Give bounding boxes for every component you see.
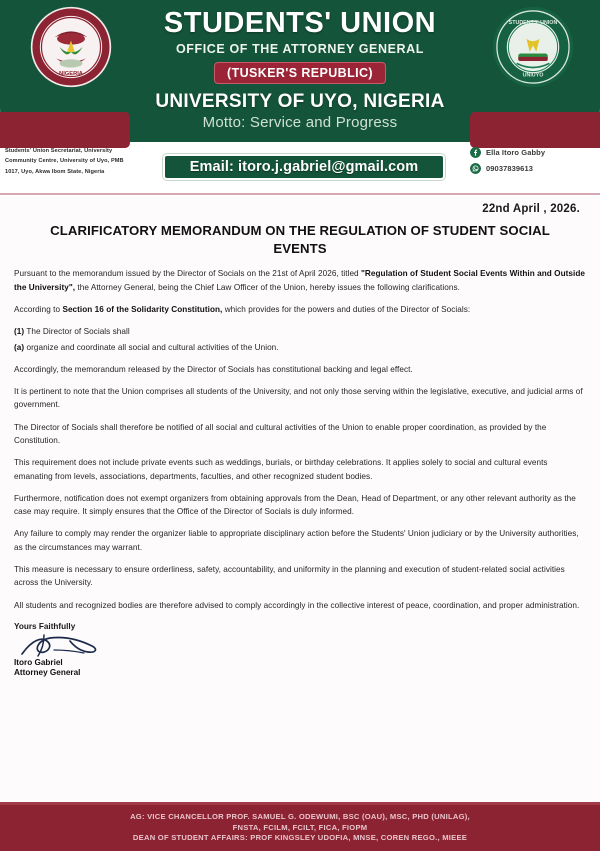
document-header [0, 0, 600, 196]
clause-a [14, 341, 586, 354]
clause-a-text: organize and coordinate all social and cultural activities of the Union. [24, 342, 279, 352]
university-of-uyo-students-union-seal [492, 6, 574, 88]
email-banner[interactable] [163, 154, 445, 180]
facebook-handle: Ella Itoro Gabby [486, 148, 546, 157]
social-contacts [470, 147, 592, 179]
paragraph-notification: The Director of Socials shall therefore be notified of all social and cultural activities of the Union to enable proper coordination, as provided by the Constitution. [14, 422, 547, 445]
signatory-name: Itoro Gabriel [14, 657, 63, 667]
paragraph-noncompliance: Any failure to comply may render the organizer liable to appropriate disciplinary action before the Students' Union judiciary or by the University authorities, as the circumstances may warrant. [14, 529, 579, 552]
social-item-facebook[interactable] [470, 147, 592, 158]
signature-image [18, 632, 128, 658]
university-name: UNIVERSITY OF UYO, NIGERIA [155, 91, 445, 113]
secretariat-address: Students' Union Secretariat, University Community Centre, University of Uyo, PMB 1017, Uyo, Akwa Ibom State, Nigeria [5, 148, 124, 175]
social-item-whatsapp[interactable] [470, 163, 592, 174]
header-contact-row [0, 144, 600, 194]
signatory-role: Attorney General [14, 668, 81, 678]
constitution-section-ref: Section 16 of the Solidarity Constitution, [62, 305, 223, 314]
clause-1-text: The Director of Socials shall [24, 327, 130, 337]
republic-badge: (TUSKER'S REPUBLIC) [214, 62, 386, 84]
memo-body [0, 196, 600, 805]
nigeria-coat-of-arms-seal [30, 6, 112, 88]
footer-line-1: AG: VICE CHANCELLOR PROF. SAMUEL G. ODEWUMI, BSC (OAU), MSC, PHD (UNILAG), [130, 811, 470, 821]
constitution-part-3: which provides for the powers and duties of the Director of Socials: [222, 305, 471, 314]
memo-date: 22nd April , 2026. [482, 203, 580, 215]
office-subtitle: OFFICE OF THE ATTORNEY GENERAL [175, 42, 425, 57]
clause-a-marker: (a) [14, 342, 25, 352]
paragraph-constitution [14, 303, 586, 316]
paragraph-backing: Accordingly, the memorandum released by the Director of Socials has constitutional backing and legal effect. [14, 364, 413, 374]
university-motto: Motto: Service and Progress [202, 114, 398, 132]
clause-1-marker: (1) [14, 327, 25, 337]
org-title: STUDENTS' UNION [163, 7, 437, 39]
svg-text:NIGERIA: NIGERIA [59, 70, 83, 77]
paragraph-exclusions: This requirement does not include private events such as weddings, burials, or birthday celebrations. It applies solely to social and cultural events emanating from levels, associations, departments, faculties, and other recognized student bodies. [14, 458, 548, 481]
email-text: Email: itoro.j.gabriel@gmail.com [189, 159, 419, 175]
paragraph-union-scope: It is pertinent to note that the Union comprises all students of the University, and not only those serving within the legislative, executive, and judicial arms of government. [14, 387, 583, 410]
svg-text:UNIUYO: UNIUYO [522, 72, 544, 79]
footer-line-3: DEAN OF STUDENT AFFAIRS: PROF KINGSLEY UDOFIA, MNSE, COREN REGO., MIEEE [132, 833, 468, 843]
paragraph-advisory: All students and recognized bodies are therefore advised to comply accordingly in the collective interest of peace, coordination, and proper administration. [14, 600, 580, 610]
intro-part-3: the Attorney General, being the Chief Law Officer of the Union, hereby issues the following clarifications. [75, 282, 460, 292]
facebook-icon [470, 147, 481, 158]
paragraph-approvals: Furthermore, notification does not exempt organizers from obtaining approvals from the Dean, Head of Department, or any other relevant authority as the case may require. It simply ensures that the Office of the Director of Socials is duly informed. [14, 493, 576, 517]
whatsapp-number: 09037839613 [486, 164, 533, 173]
svg-text:STUDENTS' UNION: STUDENTS' UNION [508, 20, 558, 27]
document-footer [0, 805, 600, 851]
header-accent-bar-right [470, 112, 600, 148]
constitution-part-1: According to [14, 305, 63, 314]
header-titles [120, 8, 480, 131]
header-accent-bar-left [0, 112, 130, 148]
whatsapp-icon [470, 163, 481, 174]
intro-part-1: Pursuant to the memorandum issued by the Director of Socials on the 21st of April 2026, titled [14, 269, 361, 279]
clause-1 [14, 325, 586, 338]
paragraph-intro [14, 267, 586, 294]
footer-line-2: FNSTA, FCILM, FCILT, FICA, FIOPM [232, 822, 368, 832]
paragraph-rationale: This measure is necessary to ensure orderliness, safety, accountability, and uniformity in the planning and execution of student-related social activities across the University. [14, 564, 565, 588]
memo-ref-title: "Regulation of Student Social Events Within and Outside the University", [14, 269, 585, 292]
memo-title: CLARIFICATORY MEMORANDUM ON THE REGULATION OF STUDENT SOCIAL EVENTS [50, 223, 550, 257]
signoff-label: Yours Faithfully [14, 621, 76, 631]
